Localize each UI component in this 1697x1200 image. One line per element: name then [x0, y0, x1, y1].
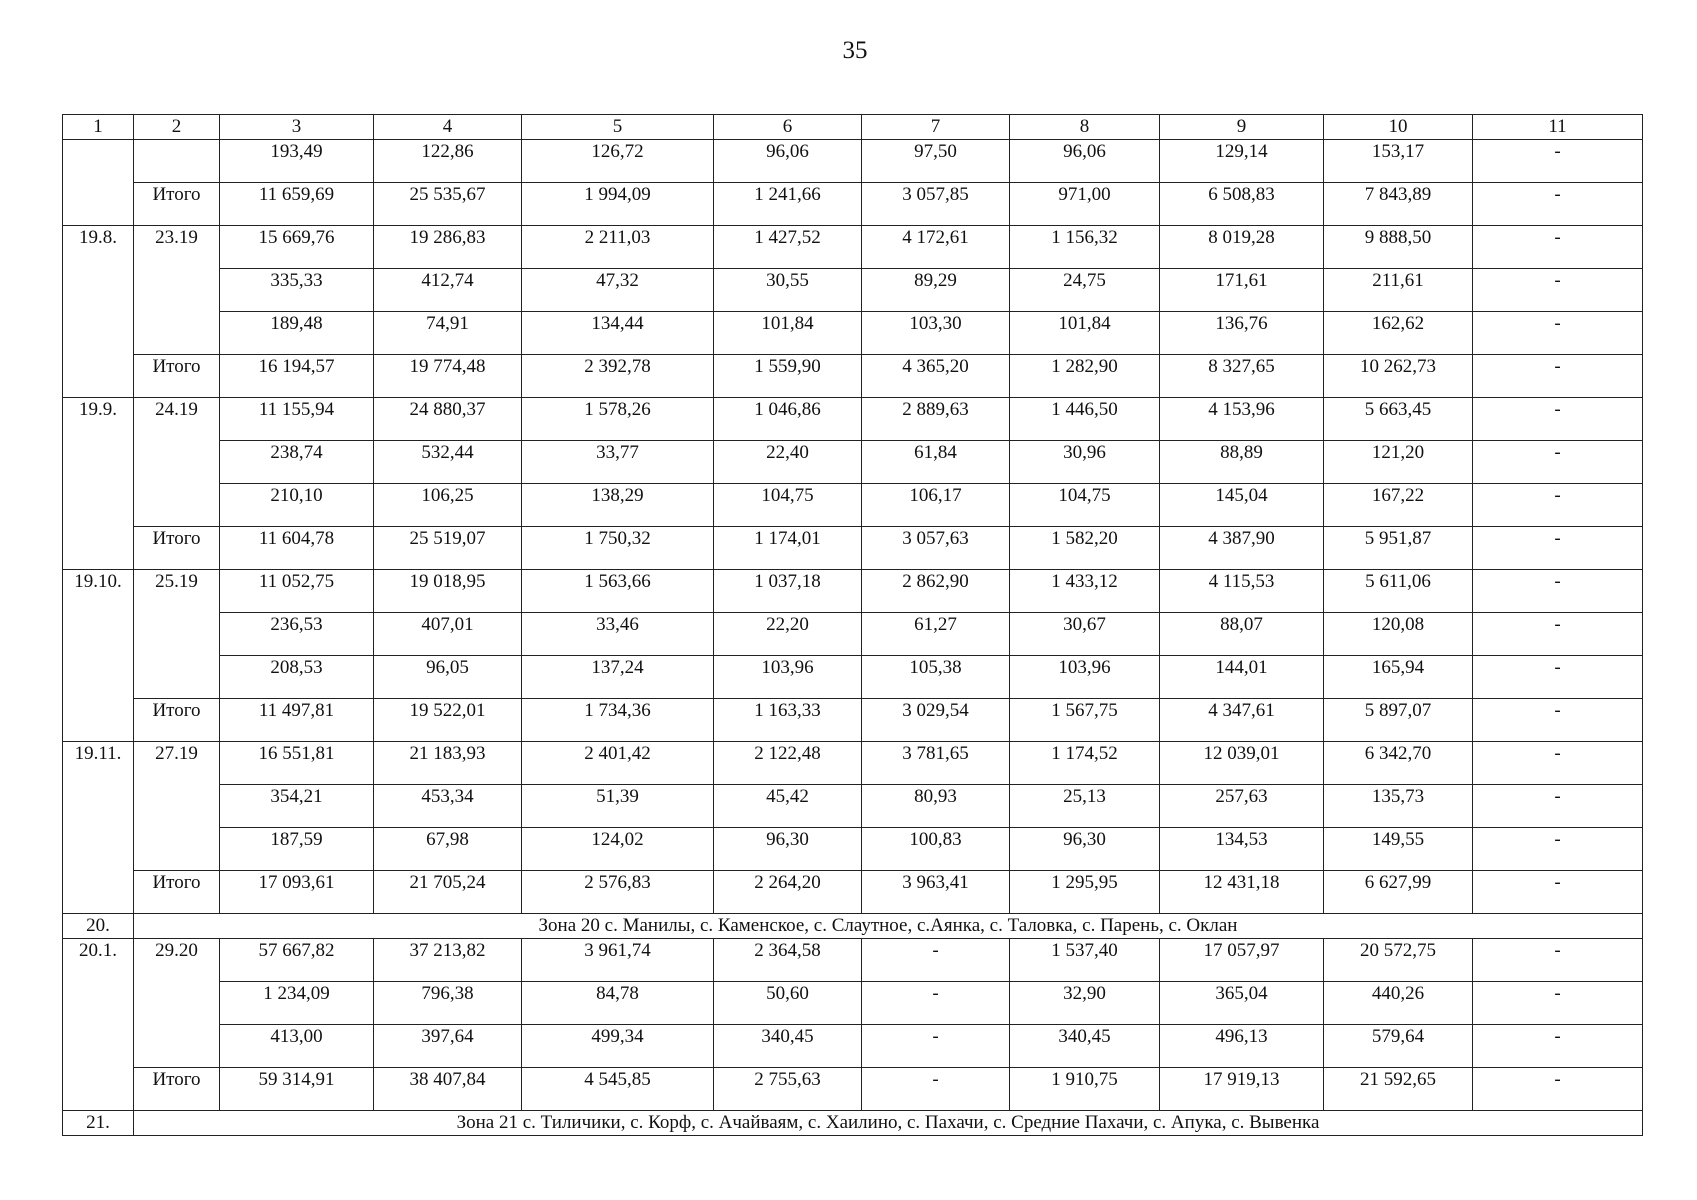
value-cell: 11 497,81	[220, 699, 374, 742]
tariff-table	[62, 114, 1643, 1136]
value-cell: 145,04	[1160, 484, 1324, 527]
value-cell: 104,75	[1010, 484, 1160, 527]
column-number-header: 3	[220, 115, 374, 140]
value-cell: 105,38	[862, 656, 1010, 699]
value-cell: -	[1473, 828, 1643, 871]
value-cell: 1 446,50	[1010, 398, 1160, 441]
value-cell: 21 705,24	[374, 871, 522, 914]
code-cell: 29.20	[134, 939, 220, 1068]
value-cell: 1 427,52	[714, 226, 862, 269]
value-cell: 1 163,33	[714, 699, 862, 742]
value-cell: 3 057,63	[862, 527, 1010, 570]
value-cell: 1 578,26	[522, 398, 714, 441]
value-cell: 17 057,97	[1160, 939, 1324, 982]
column-number-header: 9	[1160, 115, 1324, 140]
value-cell: 67,98	[374, 828, 522, 871]
value-cell: 1 750,32	[522, 527, 714, 570]
value-cell: 30,55	[714, 269, 862, 312]
value-cell: 1 559,90	[714, 355, 862, 398]
value-cell: 51,39	[522, 785, 714, 828]
column-number-header: 8	[1010, 115, 1160, 140]
value-cell: 1 046,86	[714, 398, 862, 441]
value-cell: 365,04	[1160, 982, 1324, 1025]
value-cell: -	[1473, 441, 1643, 484]
value-cell: 171,61	[1160, 269, 1324, 312]
value-cell: -	[862, 939, 1010, 982]
value-cell: -	[1473, 183, 1643, 226]
value-cell: 24,75	[1010, 269, 1160, 312]
value-cell: 124,02	[522, 828, 714, 871]
value-cell: 25 519,07	[374, 527, 522, 570]
column-number-header: 10	[1324, 115, 1473, 140]
value-cell: 20 572,75	[1324, 939, 1473, 982]
value-cell: 129,14	[1160, 140, 1324, 183]
value-cell: 126,72	[522, 140, 714, 183]
value-cell: 89,29	[862, 269, 1010, 312]
value-cell: -	[1473, 939, 1643, 982]
value-cell: 32,90	[1010, 982, 1160, 1025]
value-cell: 12 431,18	[1160, 871, 1324, 914]
value-cell: 1 994,09	[522, 183, 714, 226]
value-cell: 22,20	[714, 613, 862, 656]
value-cell: 499,34	[522, 1025, 714, 1068]
value-cell: 101,84	[714, 312, 862, 355]
value-cell: 11 659,69	[220, 183, 374, 226]
value-cell: 1 174,01	[714, 527, 862, 570]
value-cell: 96,30	[714, 828, 862, 871]
table-row	[63, 226, 1643, 269]
value-cell: 6 342,70	[1324, 742, 1473, 785]
value-cell: 1 910,75	[1010, 1068, 1160, 1111]
value-cell: 9 888,50	[1324, 226, 1473, 269]
value-cell: 6 508,83	[1160, 183, 1324, 226]
value-cell: 33,46	[522, 613, 714, 656]
item-number-cell: 19.11.	[63, 742, 134, 914]
table-row	[63, 1068, 1643, 1111]
value-cell: 210,10	[220, 484, 374, 527]
table-row	[63, 570, 1643, 613]
table-row	[63, 1025, 1643, 1068]
value-cell: 103,96	[714, 656, 862, 699]
code-cell: 23.19	[134, 226, 220, 355]
value-cell: 193,49	[220, 140, 374, 183]
value-cell: 340,45	[714, 1025, 862, 1068]
value-cell: 165,94	[1324, 656, 1473, 699]
value-cell: 120,08	[1324, 613, 1473, 656]
code-cell: 24.19	[134, 398, 220, 527]
value-cell: 5 951,87	[1324, 527, 1473, 570]
column-number-header: 7	[862, 115, 1010, 140]
value-cell: 5 611,06	[1324, 570, 1473, 613]
value-cell: 162,62	[1324, 312, 1473, 355]
value-cell: 4 347,61	[1160, 699, 1324, 742]
value-cell: -	[1473, 699, 1643, 742]
value-cell: 121,20	[1324, 441, 1473, 484]
code-cell: 27.19	[134, 742, 220, 871]
value-cell: 8 327,65	[1160, 355, 1324, 398]
value-cell: 10 262,73	[1324, 355, 1473, 398]
value-cell: 2 392,78	[522, 355, 714, 398]
value-cell: 134,53	[1160, 828, 1324, 871]
value-cell: 208,53	[220, 656, 374, 699]
value-cell: 340,45	[1010, 1025, 1160, 1068]
table-row	[63, 140, 1643, 183]
value-cell: 45,42	[714, 785, 862, 828]
zone-row	[63, 914, 1643, 939]
value-cell: 61,84	[862, 441, 1010, 484]
value-cell: 30,67	[1010, 613, 1160, 656]
column-number-header: 5	[522, 115, 714, 140]
value-cell: 1 234,09	[220, 982, 374, 1025]
value-cell: -	[1473, 269, 1643, 312]
value-cell: 8 019,28	[1160, 226, 1324, 269]
value-cell: -	[1473, 570, 1643, 613]
table-row	[63, 742, 1643, 785]
value-cell: -	[1473, 312, 1643, 355]
table-row	[63, 613, 1643, 656]
value-cell: 61,27	[862, 613, 1010, 656]
table-row	[63, 828, 1643, 871]
value-cell: 4 387,90	[1160, 527, 1324, 570]
value-cell: 33,77	[522, 441, 714, 484]
value-cell: 2 122,48	[714, 742, 862, 785]
value-cell: 21 183,93	[374, 742, 522, 785]
column-number-header: 1	[63, 115, 134, 140]
value-cell: -	[1473, 527, 1643, 570]
value-cell: 59 314,91	[220, 1068, 374, 1111]
value-cell: 2 364,58	[714, 939, 862, 982]
value-cell: 532,44	[374, 441, 522, 484]
value-cell: 1 295,95	[1010, 871, 1160, 914]
value-cell: 4 115,53	[1160, 570, 1324, 613]
item-number-cell: 19.9.	[63, 398, 134, 570]
value-cell: 135,73	[1324, 785, 1473, 828]
value-cell: -	[1473, 871, 1643, 914]
value-cell: 1 734,36	[522, 699, 714, 742]
value-cell: 106,17	[862, 484, 1010, 527]
value-cell: 1 174,52	[1010, 742, 1160, 785]
value-cell: 397,64	[374, 1025, 522, 1068]
value-cell: 4 153,96	[1160, 398, 1324, 441]
value-cell: 84,78	[522, 982, 714, 1025]
zone-row	[63, 1111, 1643, 1136]
value-cell: 1 537,40	[1010, 939, 1160, 982]
value-cell: -	[862, 982, 1010, 1025]
value-cell: -	[862, 1025, 1010, 1068]
value-cell: 1 582,20	[1010, 527, 1160, 570]
value-cell: 50,60	[714, 982, 862, 1025]
value-cell: 25 535,67	[374, 183, 522, 226]
value-cell: 257,63	[1160, 785, 1324, 828]
value-cell: 1 037,18	[714, 570, 862, 613]
value-cell: 100,83	[862, 828, 1010, 871]
table-row	[63, 269, 1643, 312]
value-cell: -	[1473, 226, 1643, 269]
zone-title: Зона 20 с. Манилы, с. Каменское, с. Слаутное, с.Аянка, с. Таловка, с. Парень, с. Оклан	[134, 914, 1643, 939]
table-row	[63, 441, 1643, 484]
value-cell: -	[1473, 785, 1643, 828]
table-row	[63, 355, 1643, 398]
total-label-cell: Итого	[134, 871, 220, 914]
zone-number: 21.	[63, 1111, 134, 1136]
code-cell	[134, 140, 220, 183]
value-cell: 4 172,61	[862, 226, 1010, 269]
code-cell: 25.19	[134, 570, 220, 699]
value-cell: 971,00	[1010, 183, 1160, 226]
table-row	[63, 527, 1643, 570]
value-cell: 354,21	[220, 785, 374, 828]
value-cell: 413,00	[220, 1025, 374, 1068]
item-number-cell: 19.10.	[63, 570, 134, 742]
value-cell: 12 039,01	[1160, 742, 1324, 785]
value-cell: 103,96	[1010, 656, 1160, 699]
value-cell: -	[1473, 1068, 1643, 1111]
value-cell: 238,74	[220, 441, 374, 484]
value-cell: 80,93	[862, 785, 1010, 828]
value-cell: 4 365,20	[862, 355, 1010, 398]
value-cell: 3 029,54	[862, 699, 1010, 742]
value-cell: -	[862, 1068, 1010, 1111]
value-cell: 103,30	[862, 312, 1010, 355]
value-cell: 17 093,61	[220, 871, 374, 914]
value-cell: 153,17	[1324, 140, 1473, 183]
value-cell: 16 551,81	[220, 742, 374, 785]
value-cell: 25,13	[1010, 785, 1160, 828]
value-cell: 37 213,82	[374, 939, 522, 982]
table-row	[63, 785, 1643, 828]
table-row	[63, 939, 1643, 982]
value-cell: 3 961,74	[522, 939, 714, 982]
value-cell: 11 155,94	[220, 398, 374, 441]
value-cell: 122,86	[374, 140, 522, 183]
value-cell: -	[1473, 484, 1643, 527]
zone-title: Зона 21 с. Тиличики, с. Корф, с. Ачайваям, с. Хаилино, с. Пахачи, с. Средние Пахачи, с. Апука, с. Вывенка	[134, 1111, 1643, 1136]
value-cell: 2 755,63	[714, 1068, 862, 1111]
value-cell: 11 052,75	[220, 570, 374, 613]
value-cell: 96,06	[714, 140, 862, 183]
value-cell: 88,89	[1160, 441, 1324, 484]
value-cell: 4 545,85	[522, 1068, 714, 1111]
value-cell: 579,64	[1324, 1025, 1473, 1068]
table-row	[63, 183, 1643, 226]
value-cell: 453,34	[374, 785, 522, 828]
value-cell: 1 563,66	[522, 570, 714, 613]
value-cell: 144,01	[1160, 656, 1324, 699]
value-cell: 30,96	[1010, 441, 1160, 484]
value-cell: 3 781,65	[862, 742, 1010, 785]
value-cell: 187,59	[220, 828, 374, 871]
value-cell: 15 669,76	[220, 226, 374, 269]
value-cell: 17 919,13	[1160, 1068, 1324, 1111]
total-label-cell: Итого	[134, 527, 220, 570]
value-cell: 16 194,57	[220, 355, 374, 398]
value-cell: 5 897,07	[1324, 699, 1473, 742]
value-cell: 11 604,78	[220, 527, 374, 570]
value-cell: 19 774,48	[374, 355, 522, 398]
value-cell: 2 889,63	[862, 398, 1010, 441]
total-label-cell: Итого	[134, 183, 220, 226]
value-cell: 138,29	[522, 484, 714, 527]
zone-number: 20.	[63, 914, 134, 939]
value-cell: 97,50	[862, 140, 1010, 183]
value-cell: 236,53	[220, 613, 374, 656]
value-cell: -	[1473, 613, 1643, 656]
value-cell: 136,76	[1160, 312, 1324, 355]
value-cell: 149,55	[1324, 828, 1473, 871]
value-cell: 2 264,20	[714, 871, 862, 914]
table-row	[63, 312, 1643, 355]
table-row	[63, 398, 1643, 441]
value-cell: 96,06	[1010, 140, 1160, 183]
column-number-header: 4	[374, 115, 522, 140]
item-number-cell: 19.8.	[63, 226, 134, 398]
value-cell: 137,24	[522, 656, 714, 699]
value-cell: 19 018,95	[374, 570, 522, 613]
value-cell: 412,74	[374, 269, 522, 312]
value-cell: 335,33	[220, 269, 374, 312]
value-cell: 1 241,66	[714, 183, 862, 226]
value-cell: 211,61	[1324, 269, 1473, 312]
value-cell: -	[1473, 355, 1643, 398]
value-cell: 96,30	[1010, 828, 1160, 871]
value-cell: 96,05	[374, 656, 522, 699]
column-number-header: 6	[714, 115, 862, 140]
value-cell: 47,32	[522, 269, 714, 312]
value-cell: 796,38	[374, 982, 522, 1025]
table-row	[63, 871, 1643, 914]
value-cell: 19 286,83	[374, 226, 522, 269]
value-cell: 104,75	[714, 484, 862, 527]
value-cell: 2 211,03	[522, 226, 714, 269]
value-cell: -	[1473, 982, 1643, 1025]
table-body	[63, 115, 1643, 1136]
value-cell: 440,26	[1324, 982, 1473, 1025]
value-cell: 57 667,82	[220, 939, 374, 982]
value-cell: 5 663,45	[1324, 398, 1473, 441]
value-cell: -	[1473, 742, 1643, 785]
value-cell: -	[1473, 656, 1643, 699]
value-cell: 2 401,42	[522, 742, 714, 785]
value-cell: 38 407,84	[374, 1068, 522, 1111]
value-cell: 496,13	[1160, 1025, 1324, 1068]
value-cell: -	[1473, 1025, 1643, 1068]
value-cell: 22,40	[714, 441, 862, 484]
total-label-cell: Итого	[134, 699, 220, 742]
page-number: 35	[842, 37, 868, 64]
value-cell: 7 843,89	[1324, 183, 1473, 226]
table-row	[63, 982, 1643, 1025]
item-number-cell	[63, 140, 134, 226]
value-cell: 189,48	[220, 312, 374, 355]
value-cell: 101,84	[1010, 312, 1160, 355]
value-cell: 1 156,32	[1010, 226, 1160, 269]
value-cell: 1 567,75	[1010, 699, 1160, 742]
value-cell: 407,01	[374, 613, 522, 656]
column-number-header: 2	[134, 115, 220, 140]
value-cell: 21 592,65	[1324, 1068, 1473, 1111]
value-cell: 106,25	[374, 484, 522, 527]
total-label-cell: Итого	[134, 1068, 220, 1111]
column-number-row	[63, 115, 1643, 140]
value-cell: 3 057,85	[862, 183, 1010, 226]
total-label-cell: Итого	[134, 355, 220, 398]
value-cell: 167,22	[1324, 484, 1473, 527]
value-cell: 19 522,01	[374, 699, 522, 742]
value-cell: -	[1473, 398, 1643, 441]
value-cell: 2 576,83	[522, 871, 714, 914]
value-cell: -	[1473, 140, 1643, 183]
value-cell: 2 862,90	[862, 570, 1010, 613]
column-number-header: 11	[1473, 115, 1643, 140]
value-cell: 6 627,99	[1324, 871, 1473, 914]
value-cell: 134,44	[522, 312, 714, 355]
value-cell: 1 433,12	[1010, 570, 1160, 613]
value-cell: 88,07	[1160, 613, 1324, 656]
value-cell: 3 963,41	[862, 871, 1010, 914]
value-cell: 24 880,37	[374, 398, 522, 441]
table-row	[63, 699, 1643, 742]
item-number-cell: 20.1.	[63, 939, 134, 1111]
table-row	[63, 484, 1643, 527]
table-row	[63, 656, 1643, 699]
value-cell: 74,91	[374, 312, 522, 355]
value-cell: 1 282,90	[1010, 355, 1160, 398]
